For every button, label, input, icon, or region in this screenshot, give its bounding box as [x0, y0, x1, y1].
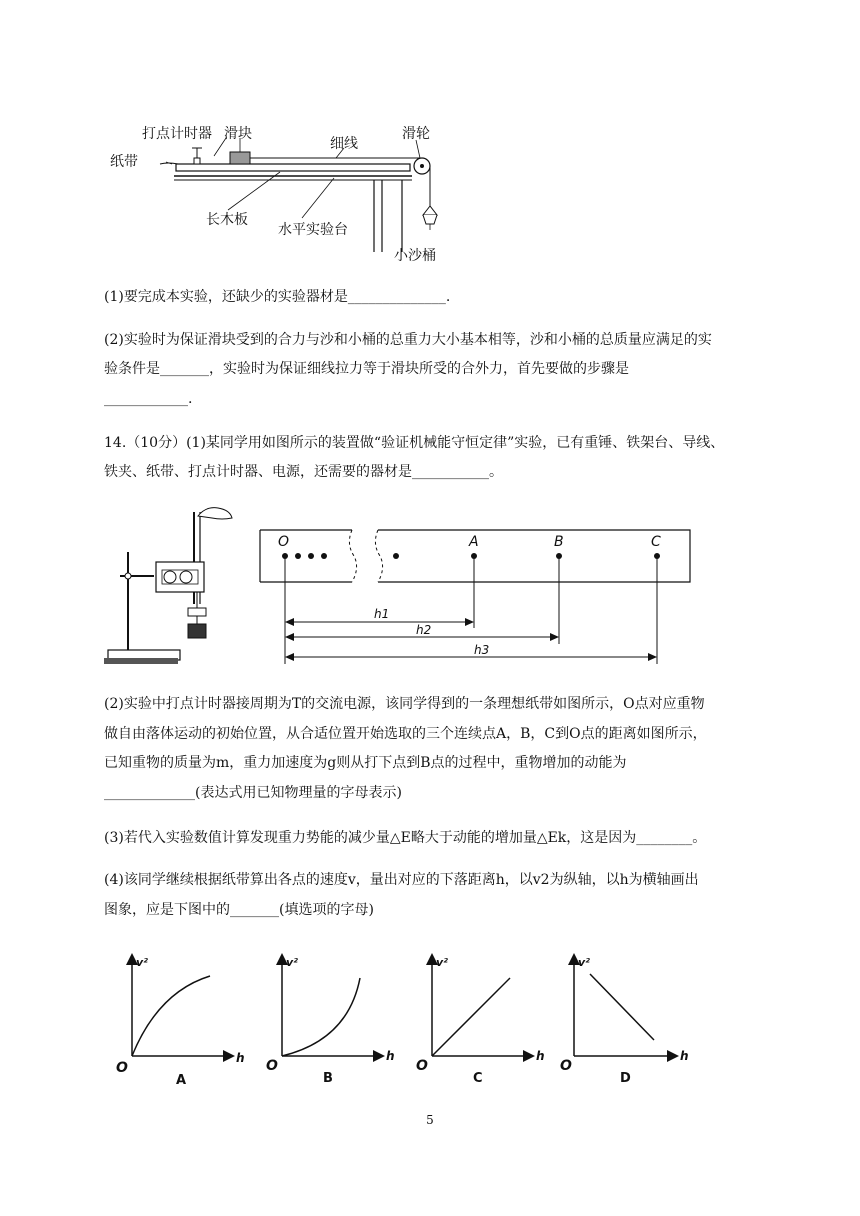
- graph-a-xlabel: h: [236, 1051, 245, 1065]
- tape-point-B: B: [554, 534, 564, 550]
- stand-apparatus-figure: [104, 504, 236, 670]
- q14-part2-line1: (2)实验中打点计时器接周期为T的交流电源，该同学得到的一条理想纸带如图所示，O点对应重物: [104, 696, 705, 712]
- tape-point-O: O: [278, 534, 290, 550]
- q14-part1-line1: 14.（10分）(1)某同学用如图所示的装置做“验证机械能守恒定律”实验，已有重锤、铁架台、导线、: [104, 435, 725, 451]
- q13-part2-line2: 验条件是_______，实验时为保证细线拉力等于滑块所受的合外力，首先要做的步骤是: [104, 361, 629, 377]
- tape-distance-h2: h2: [416, 623, 432, 637]
- q14-part4-line2: 图象，应是下图中的_______(填选项的字母): [104, 902, 374, 918]
- q13-part2-line1: (2)实验时为保证滑块受到的合力与沙和小桶的总重力大小基本相等，沙和小桶的总质量应满足的实: [104, 332, 712, 348]
- graph-option-c: [416, 956, 545, 1086]
- label-timer: 打点计时器: [142, 126, 212, 142]
- label-pulley: 滑轮: [402, 126, 430, 142]
- label-tape: 纸带: [110, 154, 138, 170]
- tape-point-A: A: [469, 534, 479, 550]
- graph-d-ylabel: v²: [578, 956, 590, 969]
- tape-distance-h3: h3: [474, 643, 490, 657]
- graph-d-option: D: [620, 1071, 631, 1086]
- tape-distance-h1: h1: [374, 607, 390, 621]
- label-table: 水平实验台: [278, 222, 348, 238]
- graph-a-ylabel: v²: [136, 956, 148, 969]
- page-number: 5: [426, 1113, 434, 1127]
- graph-d-xlabel: h: [680, 1049, 689, 1063]
- label-board: 长木板: [206, 212, 248, 228]
- graph-b-ylabel: v²: [286, 956, 298, 969]
- slider-apparatus-figure: [104, 118, 464, 266]
- graph-options-figure: [104, 944, 714, 1094]
- graph-b-option: B: [323, 1071, 333, 1086]
- graph-b-xlabel: h: [386, 1049, 395, 1063]
- q14-part2-line3: 已知重物的质量为m，重力加速度为g则从打下点到B点的过程中，重物增加的动能为: [104, 755, 627, 771]
- q14-part4-line1: (4)该同学继续根据纸带算出各点的速度v，量出对应的下落距离h，以v2为纵轴，以h为横轴画出: [104, 872, 699, 888]
- graph-c-ylabel: v²: [436, 956, 448, 969]
- graph-option-a: [116, 956, 245, 1088]
- graph-a-origin: O: [116, 1060, 128, 1076]
- q14-part2-line2: 做自由落体运动的初始位置，从合适位置开始选取的三个连续点A，B，C到O点的距离如图所示，: [104, 726, 707, 742]
- label-slider: 滑块: [224, 126, 252, 142]
- graph-d-origin: O: [560, 1058, 572, 1074]
- graph-b-origin: O: [266, 1058, 278, 1074]
- q14-part1-line2: 铁夹、纸带、打点计时器、电源，还需要的器材是___________。: [104, 464, 503, 480]
- q13-part2-line3: ____________.: [104, 391, 193, 407]
- label-bucket: 小沙桶: [394, 248, 436, 264]
- q14-part2-line4: _____________(表达式用已知物理量的字母表示): [104, 785, 402, 801]
- graph-a-option: A: [176, 1073, 187, 1088]
- graph-c-origin: O: [416, 1058, 428, 1074]
- label-thread: 细线: [330, 136, 358, 152]
- tape-figure: [250, 524, 700, 670]
- graph-option-b: [266, 956, 395, 1086]
- graph-option-d: [560, 956, 689, 1086]
- tape-point-C: C: [651, 534, 661, 550]
- q14-part3: (3)若代入实验数值计算发现重力势能的减少量△E略大于动能的增加量△Ek，这是因为________。: [104, 830, 707, 846]
- q13-part1: (1)要完成本实验，还缺少的实验器材是______________.: [104, 289, 451, 305]
- graph-c-xlabel: h: [536, 1049, 545, 1063]
- graph-c-option: C: [473, 1071, 483, 1086]
